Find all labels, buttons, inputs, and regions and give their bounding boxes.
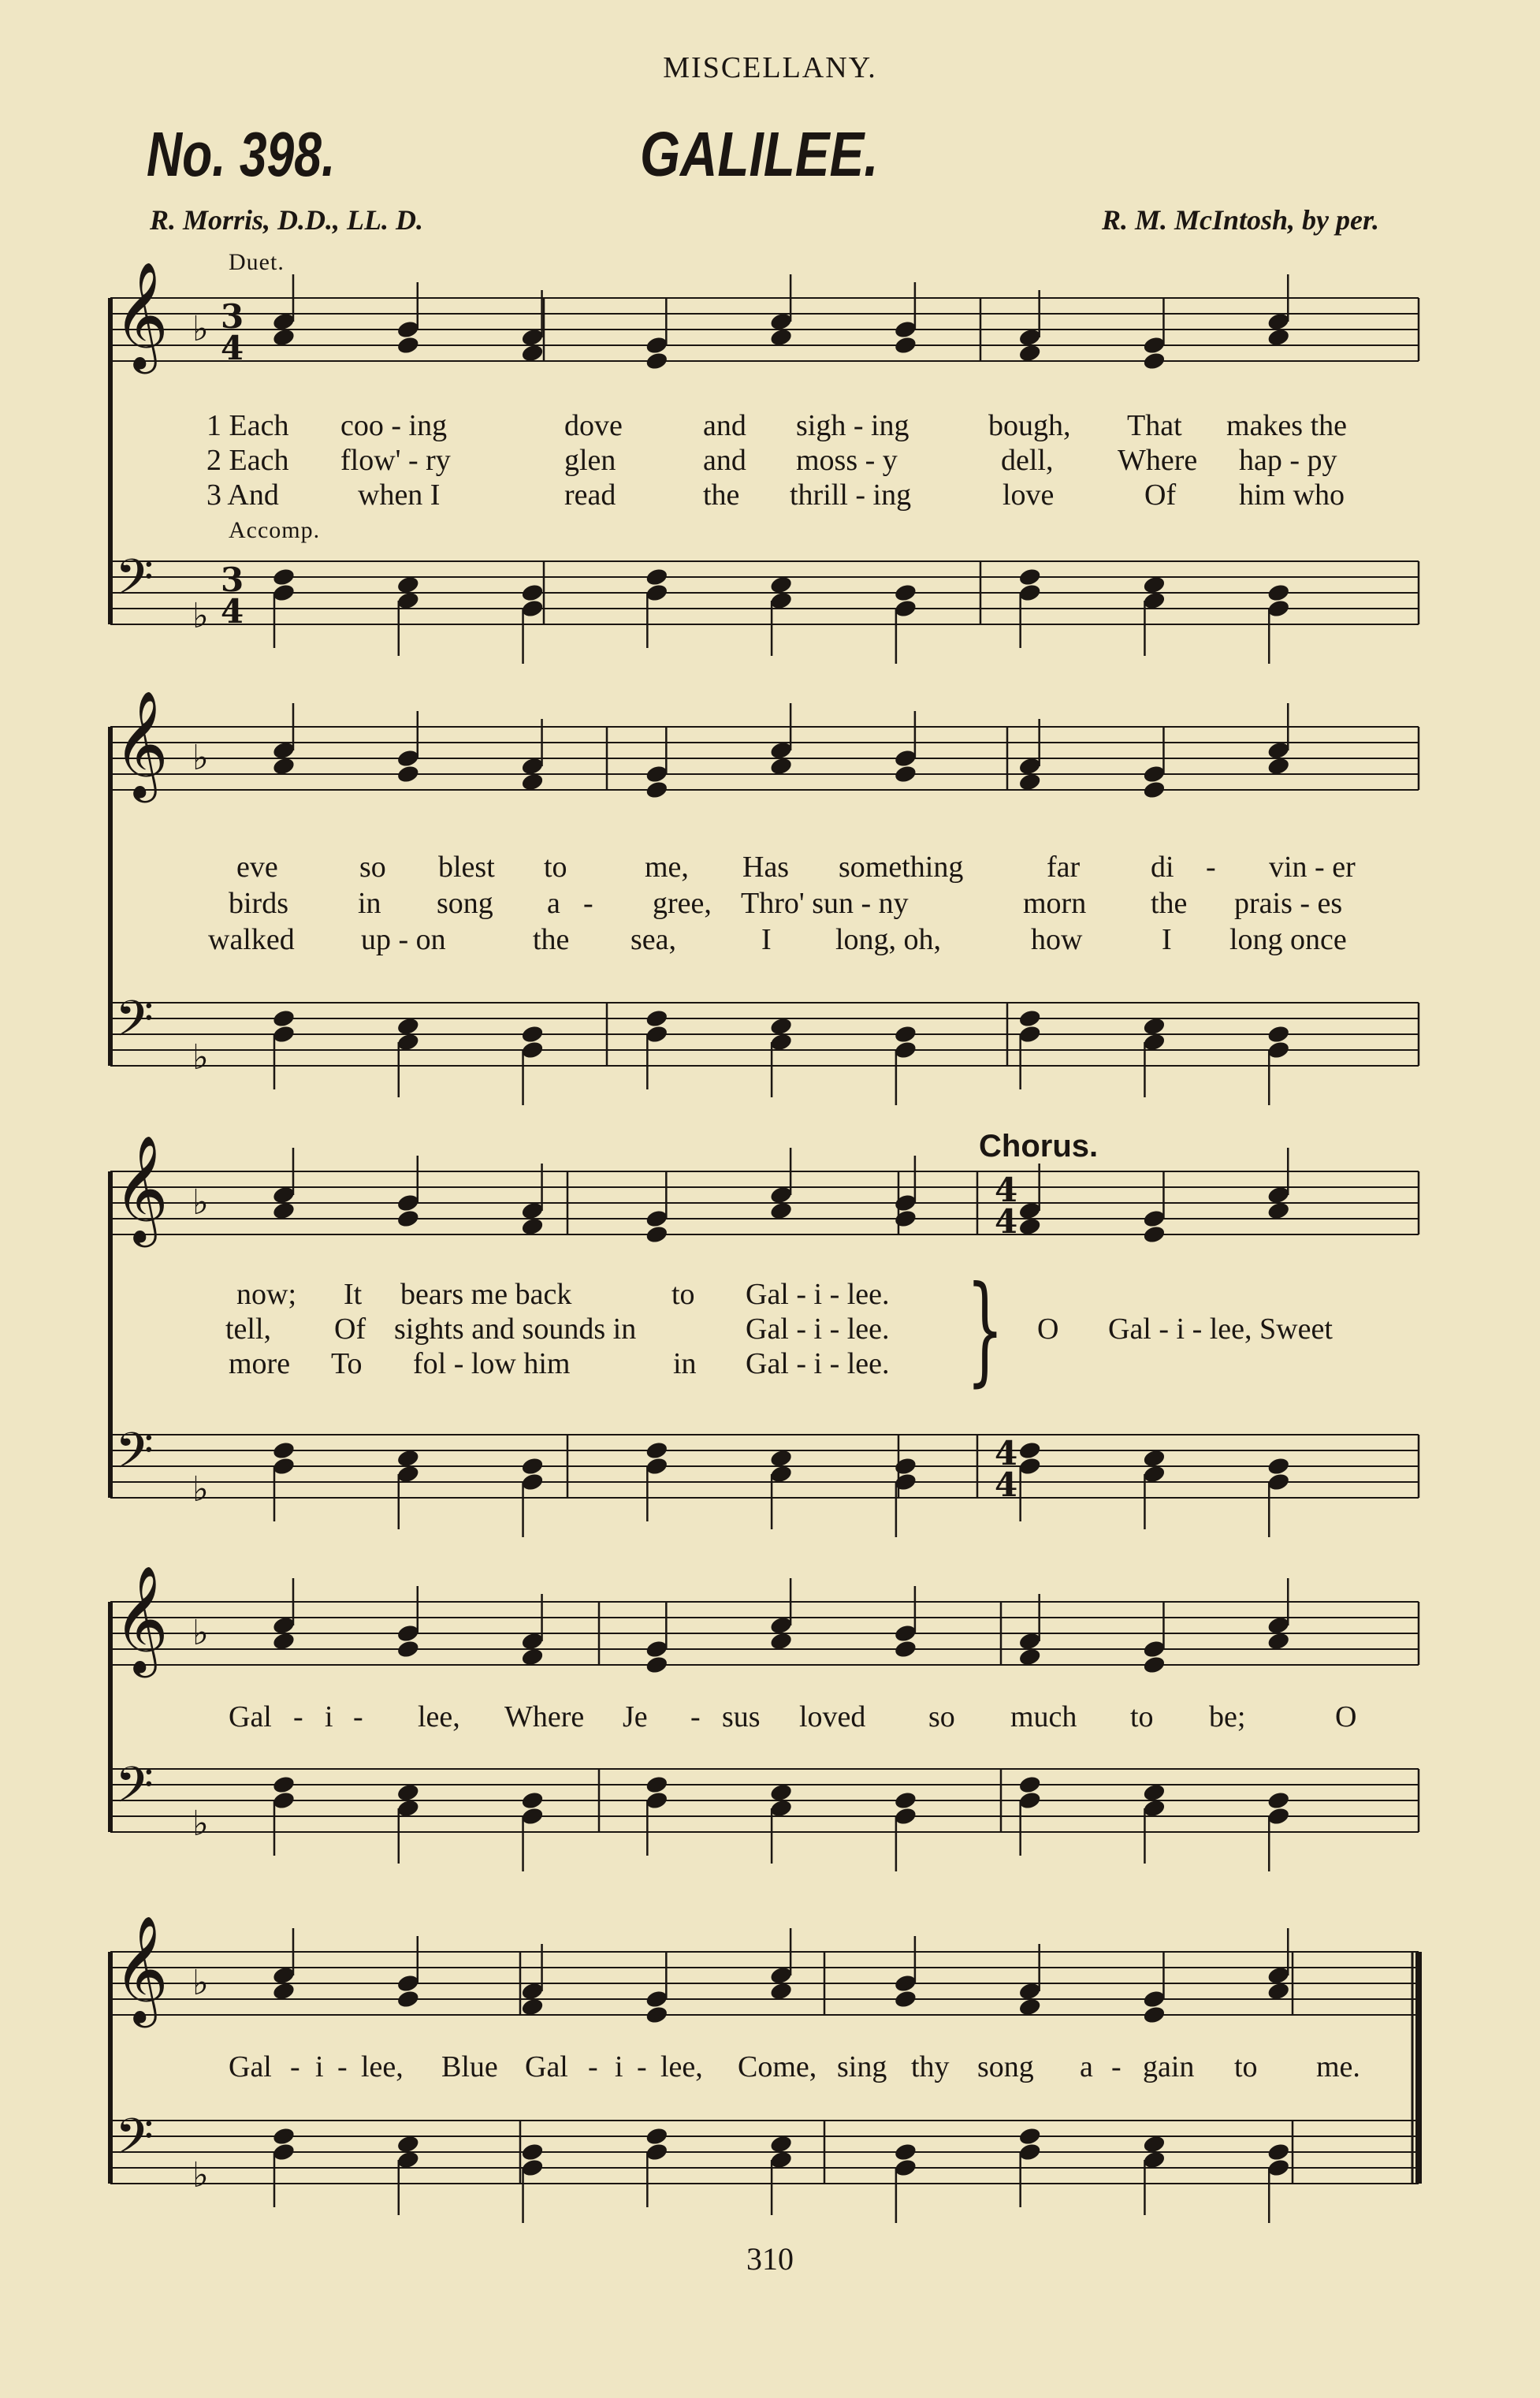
lyric-word: -: [1111, 2050, 1122, 2083]
note-head: [1267, 1790, 1291, 1811]
note-head: [1017, 2126, 1042, 2147]
lyric-word: Of: [1144, 478, 1177, 512]
treble-clef: 𝄞: [113, 1564, 169, 1673]
lyric-word: O: [1335, 1700, 1357, 1733]
note-head: [1142, 1989, 1166, 2009]
lyric-word: lee,: [418, 1700, 460, 1733]
lyric-word: sea,: [631, 923, 677, 956]
lyric-word: him who: [1239, 478, 1345, 512]
lyric-word: That: [1127, 409, 1182, 442]
lyric-word: i: [325, 1700, 333, 1733]
note-head: [1017, 1790, 1042, 1811]
note-head: [396, 319, 420, 340]
flat-sign: ♭: [192, 1469, 209, 1510]
duet-label: Duet.: [229, 249, 285, 275]
lyric-word: Gal: [229, 1700, 272, 1733]
note-head: [894, 1989, 918, 2009]
composer-credit: R. M. McIntosh, by per.: [1101, 204, 1379, 236]
lyric-word: Gal: [525, 2050, 568, 2083]
note-head: [894, 598, 918, 619]
note-head: [645, 764, 669, 784]
treble-clef: 𝄞: [113, 1134, 169, 1242]
note-head: [645, 351, 669, 371]
accomp-label: Accomp.: [229, 517, 321, 543]
treble-clef: 𝄞: [113, 1914, 169, 2023]
note-head: [894, 1790, 918, 1811]
note-head: [645, 1639, 669, 1659]
lyric-word: -: [290, 2050, 300, 2083]
note-head: [396, 1989, 420, 2009]
lyric-word: and: [703, 409, 746, 442]
lyric-word: -: [637, 2050, 647, 2083]
lyric-word: Gal - i - lee.: [746, 1347, 890, 1380]
time-signature-top: 3: [221, 297, 244, 336]
note-head: [1017, 1440, 1042, 1461]
bass-clef: 𝄢: [115, 1421, 154, 1491]
note-head: [1267, 2158, 1291, 2178]
lyric-word: -: [353, 1700, 363, 1733]
note-head: [894, 1472, 918, 1492]
chorus-label: Chorus.: [979, 1129, 1099, 1164]
note-head: [1267, 583, 1291, 603]
note-head: [894, 1040, 918, 1060]
lyric-word: in: [358, 887, 381, 920]
note-head: [894, 335, 918, 356]
lyric-word: blest: [438, 851, 495, 884]
note-head: [396, 1208, 420, 1229]
flat-sign: ♭: [192, 1037, 209, 1078]
lyric-word: i: [615, 2050, 623, 2083]
flat-sign: ♭: [192, 309, 209, 349]
note-head: [894, 583, 918, 603]
lyric-word: -: [583, 887, 593, 920]
bass-clef: 𝄢: [115, 2107, 154, 2177]
lyric-word: dell,: [1001, 444, 1054, 477]
lyric-word: so: [928, 1700, 955, 1733]
lyric-word: me.: [1316, 2050, 1360, 2083]
lyric-word: to: [544, 851, 567, 884]
lyric-word: To: [331, 1347, 363, 1380]
lyric-word: the: [533, 923, 570, 956]
lyric-word: Of: [334, 1313, 366, 1346]
lyric-word: I: [1162, 923, 1172, 956]
time-signature-bottom: 4: [221, 329, 244, 367]
lyric-word: birds: [229, 887, 288, 920]
note-head: [1142, 1224, 1166, 1245]
lyric-word: Gal - i - lee, Sweet: [1108, 1313, 1333, 1346]
lyric-word: Gal - i - lee.: [746, 1278, 890, 1311]
time-signature-top: 4: [995, 1171, 1018, 1209]
note-head: [894, 764, 918, 784]
lyric-word: me,: [645, 851, 689, 884]
lyric-word: -: [337, 2050, 348, 2083]
lyric-word: song: [977, 2050, 1034, 2083]
lyric-word: when I: [358, 478, 441, 512]
note-head: [272, 583, 296, 603]
hymn-number: No. 398.: [147, 119, 336, 189]
lyric-word: to: [1234, 2050, 1258, 2083]
note-head: [645, 1208, 669, 1229]
note-head: [396, 1193, 420, 1213]
lyric-word: to: [1130, 1700, 1154, 1733]
note-head: [894, 1456, 918, 1476]
lyric-word: 1 Each: [206, 409, 289, 442]
bass-clef: 𝄢: [115, 989, 154, 1059]
note-head: [1142, 1208, 1166, 1229]
note-head: [272, 1024, 296, 1044]
flat-sign: ♭: [192, 1804, 209, 1844]
note-head: [520, 598, 545, 619]
note-head: [645, 2005, 669, 2025]
note-head: [645, 1989, 669, 2009]
lyric-word: makes the: [1226, 409, 1348, 442]
lyric-word: something: [839, 851, 964, 884]
lyric-word: hap - py: [1239, 444, 1337, 477]
note-head: [894, 1024, 918, 1044]
flat-sign: ♭: [192, 1613, 209, 1653]
lyric-word: in: [673, 1347, 697, 1380]
page-number: 310: [746, 2241, 794, 2277]
lyric-word: long once: [1229, 923, 1347, 956]
note-head: [1142, 335, 1166, 356]
lyric-word: flow' - ry: [340, 444, 451, 477]
note-head: [1267, 2142, 1291, 2162]
note-head: [1267, 1472, 1291, 1492]
note-head: [272, 1774, 296, 1795]
note-head: [272, 2142, 296, 2162]
time-signature-bottom: 4: [995, 1202, 1018, 1241]
note-head: [272, 1790, 296, 1811]
lyric-word: sus: [722, 1700, 761, 1733]
lyric-word: sing: [837, 2050, 887, 2083]
note-head: [894, 748, 918, 769]
note-head: [645, 1790, 669, 1811]
lyric-word: walked: [208, 923, 295, 956]
note-head: [396, 335, 420, 356]
lyric-word: up - on: [361, 923, 446, 956]
note-head: [894, 1193, 918, 1213]
lyric-word: Gal: [229, 2050, 272, 2083]
note-head: [1142, 1639, 1166, 1659]
time-signature-top: 3: [221, 560, 244, 599]
lyric-word: sigh - ing: [796, 409, 909, 442]
lyric-word: fol - low him: [413, 1347, 571, 1380]
lyric-word: -: [690, 1700, 701, 1733]
lyric-word: prais - es: [1234, 887, 1343, 920]
note-head: [894, 1639, 918, 1659]
lyric-word: dove: [564, 409, 623, 442]
note-head: [1017, 583, 1042, 603]
lyric-word: sights and sounds in: [394, 1313, 637, 1346]
lyric-word: lee,: [361, 2050, 404, 2083]
lyric-word: song: [437, 887, 493, 920]
lyric-word: more: [229, 1347, 291, 1380]
note-head: [645, 335, 669, 356]
lyric-word: 2 Each: [206, 444, 289, 477]
note-head: [520, 1024, 545, 1044]
note-head: [520, 1790, 545, 1811]
lyric-word: i: [315, 2050, 324, 2083]
note-head: [272, 1008, 296, 1029]
lyric-word: the: [703, 478, 740, 512]
note-head: [645, 583, 669, 603]
lyric-word: and: [703, 444, 746, 477]
note-head: [645, 2142, 669, 2162]
author-credit: R. Morris, D.D., LL. D.: [150, 204, 424, 236]
lyric-word: now;: [236, 1278, 296, 1311]
lyric-word: Come,: [738, 2050, 817, 2083]
note-head: [645, 780, 669, 800]
note-head: [894, 2158, 918, 2178]
note-head: [645, 1024, 669, 1044]
lyric-word: lee,: [660, 2050, 703, 2083]
note-head: [1267, 1806, 1291, 1826]
note-head: [520, 2142, 545, 2162]
note-head: [894, 2142, 918, 2162]
bass-clef: 𝄢: [115, 1756, 154, 1826]
note-head: [396, 1973, 420, 1994]
lyric-word: to: [671, 1278, 695, 1311]
lyric-word: gree,: [653, 887, 712, 920]
lyric-word: -: [588, 2050, 598, 2083]
note-head: [272, 1456, 296, 1476]
note-head: [1017, 1456, 1042, 1476]
lyric-word: love: [1002, 478, 1055, 512]
note-head: [272, 2126, 296, 2147]
note-head: [1017, 1774, 1042, 1795]
lyric-word: a: [1080, 2050, 1093, 2083]
lyric-word: moss - y: [796, 444, 898, 477]
lyric-word: so: [359, 851, 386, 884]
time-signature-bottom: 4: [221, 592, 244, 631]
lyric-word: long, oh,: [835, 923, 942, 956]
note-head: [1142, 780, 1166, 800]
note-head: [645, 567, 669, 587]
lyric-word: Where: [1118, 444, 1198, 477]
lyric-word: coo - ing: [340, 409, 448, 442]
time-signature-bottom: 4: [995, 1465, 1018, 1504]
note-head: [1267, 1456, 1291, 1476]
flat-sign: ♭: [192, 596, 209, 636]
note-head: [520, 1472, 545, 1492]
note-head: [1142, 351, 1166, 371]
treble-clef: 𝄞: [113, 260, 169, 369]
flat-sign: ♭: [192, 1963, 209, 2003]
note-head: [520, 1806, 545, 1826]
lyric-word: O: [1037, 1313, 1059, 1346]
flat-sign: ♭: [192, 2155, 209, 2195]
lyric-word: much: [1010, 1700, 1077, 1733]
note-head: [1267, 1040, 1291, 1060]
note-head: [1267, 1024, 1291, 1044]
flat-sign: ♭: [192, 738, 209, 778]
note-head: [396, 1639, 420, 1659]
note-head: [1142, 764, 1166, 784]
note-head: [272, 1440, 296, 1461]
lyric-word: Gal - i - lee.: [746, 1313, 890, 1346]
flat-sign: ♭: [192, 1182, 209, 1223]
note-head: [645, 1655, 669, 1675]
lyric-word: how: [1031, 923, 1083, 956]
note-head: [894, 1806, 918, 1826]
note-head: [1142, 1655, 1166, 1675]
lyric-word: Has: [742, 851, 790, 884]
verse-brace: }: [966, 1261, 1004, 1398]
note-head: [645, 1456, 669, 1476]
lyric-word: Where: [504, 1700, 585, 1733]
lyric-word: eve: [236, 851, 278, 884]
lyric-word: thy: [911, 2050, 950, 2083]
note-head: [396, 764, 420, 784]
lyric-word: loved: [799, 1700, 866, 1733]
time-signature-top: 4: [995, 1434, 1018, 1473]
note-head: [894, 1208, 918, 1229]
note-head: [520, 1456, 545, 1476]
note-head: [645, 1008, 669, 1029]
lyric-word: morn: [1023, 887, 1087, 920]
lyric-word: a: [547, 887, 560, 920]
lyric-word: Blue: [441, 2050, 498, 2083]
bass-clef: 𝄢: [115, 548, 154, 618]
note-head: [645, 2126, 669, 2147]
section-header: MISCELLANY.: [663, 51, 877, 84]
lyric-word: gain: [1143, 2050, 1195, 2083]
lyric-word: the: [1151, 887, 1188, 920]
note-head: [396, 1623, 420, 1644]
note-head: [1017, 567, 1042, 587]
note-head: [520, 1040, 545, 1060]
note-head: [645, 1224, 669, 1245]
note-head: [645, 1440, 669, 1461]
lyric-word: -: [293, 1700, 303, 1733]
note-head: [1267, 598, 1291, 619]
lyric-word: -: [1206, 851, 1216, 884]
lyric-word: Je: [623, 1700, 648, 1733]
note-head: [1017, 2142, 1042, 2162]
lyric-word: tell,: [225, 1313, 272, 1346]
note-head: [1017, 1024, 1042, 1044]
lyric-word: thrill - ing: [790, 478, 912, 512]
note-head: [396, 748, 420, 769]
lyric-word: 3 And: [206, 478, 279, 512]
treble-clef: 𝄞: [113, 689, 169, 798]
lyric-word: di: [1151, 851, 1174, 884]
lyric-word: far: [1047, 851, 1081, 884]
note-head: [894, 319, 918, 340]
lyric-word: I: [761, 923, 772, 956]
lyric-word: read: [564, 478, 616, 512]
note-head: [272, 567, 296, 587]
lyric-word: glen: [564, 444, 616, 477]
note-head: [520, 2158, 545, 2178]
lyric-word: It: [344, 1278, 363, 1311]
lyric-word: bears me back: [400, 1278, 572, 1311]
hymn-title: GALILEE.: [640, 119, 879, 189]
note-head: [894, 1973, 918, 1994]
note-head: [1142, 2005, 1166, 2025]
note-head: [1017, 1008, 1042, 1029]
lyric-word: vin - er: [1269, 851, 1356, 884]
note-head: [645, 1774, 669, 1795]
lyric-word: Thro' sun - ny: [741, 887, 909, 920]
lyric-word: be;: [1209, 1700, 1246, 1733]
note-head: [894, 1623, 918, 1644]
lyric-word: bough,: [988, 409, 1071, 442]
note-head: [520, 583, 545, 603]
